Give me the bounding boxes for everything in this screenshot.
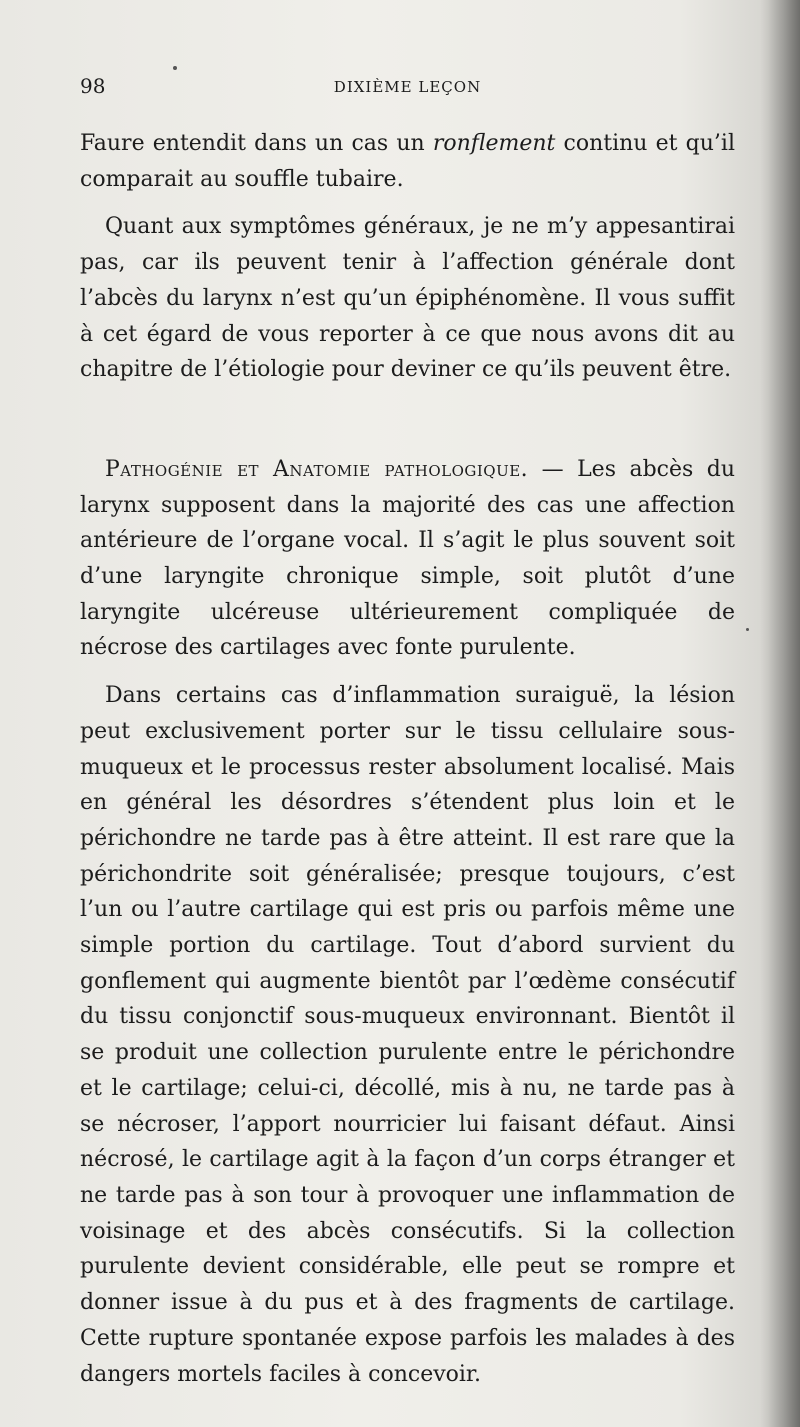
page-number: 98	[80, 74, 106, 98]
ink-speck	[173, 66, 177, 70]
paragraph-faure-end: continu et qu’il comparait au souffle tubaire.	[80, 131, 735, 192]
paragraph-inflammation: Dans certains cas d’inflammation suraiguë, la lésion peut exclusivement porter sur le tissu cellulaire sous-muqueux et le processus rester absolument localisé. Mais en général les désordres s’étendent plus loin et le périchondre ne tarde pas à être atteint. Il est rare que la périchondrite soit généralisée; presque toujours, c’est l’un ou l’autre cartilage qui est pris ou parfois même une simple portion du cartilage. Tout d’abord survient du gonflement qui augmente bientôt par l’œdème consécutif du tissu conjonctif sous-muqueux environnant. Bientôt il se produit une collection purulente entre le périchondre et le cartilage; celui-ci, décollé, mis à nu, ne tarde pas à se nécroser, l’apport nourricier lui faisant défaut. Ainsi nécrosé, le cartilage agit à la façon d’un corps étranger et ne tarde pas à son tour à provoquer une inflammation de voisinage et des abcès consécutifs. Si la collection purulente devient considérable, elle peut se rompre et donner issue à du pus et à des fragments de cartilage. Cette rupture spontanée expose parfois les malades à des dangers mortels faciles à concevoir.	[80, 683, 735, 1387]
paragraph-faure-start: Faure entendit dans un cas un	[80, 131, 433, 156]
italic-term-ronflement: ronflement	[432, 131, 556, 156]
page-header	[80, 74, 735, 104]
paragraph-symptomes-generaux: Quant aux symptômes généraux, je ne m’y appesantirai pas, car ils peuvent tenir à l’affection générale dont l’abcès du larynx n’est qu’un épiphénomène. Il vous suffit à cet égard de vous reporter à ce que nous avons dit au chapitre de l’étiologie pour deviner ce qu’ils peuvent être.	[80, 214, 735, 383]
paragraph-pathogenie	[80, 452, 735, 666]
ink-speck	[746, 628, 749, 631]
page-edge-shadow	[760, 0, 800, 1427]
body-text	[80, 126, 735, 1392]
paragraph-pathogenie-text: — Les abcès du larynx supposent dans la majorité des cas une affection antérieure de l’organe vocal. Il s’agit le plus souvent soit d’une laryngite chronique simple, soit plutôt d’une laryngite ulcéreuse ultérieurement compliquée de nécrose des cartilages avec fonte purulente.	[80, 456, 735, 661]
section-heading: Pathogénie et Anatomie pathologique.	[105, 456, 529, 482]
paragraph-faure	[80, 126, 735, 197]
running-head: DIXIÈME LEÇON	[333, 78, 482, 96]
